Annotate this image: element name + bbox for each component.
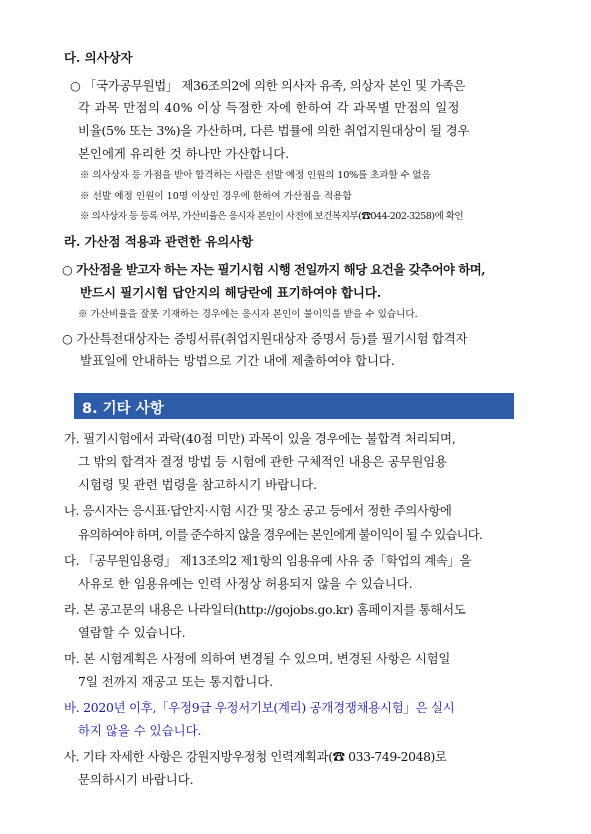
list-item-line: 가. 필기시험에서 과락(40점 미만) 과목이 있을 경우에는 불합격 처리되며,: [64, 431, 456, 446]
list-item-line: 시험령 및 관련 법령을 참고하시기 바랍니다.: [78, 477, 318, 492]
paragraph-line: 비율(5% 또는 3%)을 가산하며, 다른 법률에 의한 취업지원대상이 될 경우: [78, 123, 470, 138]
paragraph-line: ○ 가산점을 받고자 하는 자는 필기시험 시행 전일까지 해당 요건을 갖추어야 하며,: [62, 262, 486, 277]
section-header-bar: [74, 393, 514, 419]
paragraph-line: ○ 「국가공무원법」 제36조의2에 의한 의사자 유족, 의상자 본인 및 가족은: [70, 78, 466, 93]
list-item-line: 문의하시기 바랍니다.: [78, 772, 194, 787]
section-title: 8. 기타 사항: [82, 401, 164, 417]
list-item-line: 사. 기타 자세한 사항은 강원지방우정청 인력계획과(☎ 033-749-2048)로: [64, 749, 447, 764]
list-item-line: 다. 「공무원임용령」 제13조의2 제1항의 임용유예 사유 중「학업의 계속」을: [64, 553, 472, 568]
list-item-line-highlight: 바. 2020년 이후,「우정9급 우정서기보(계리) 공개경쟁채용시험」은 실시: [64, 700, 455, 715]
list-item-line-highlight: 하지 않을 수 있습니다.: [78, 723, 202, 738]
list-item-line: 사유로 한 임용유예는 인력 사정상 허용되지 않을 수 있습니다.: [78, 576, 413, 591]
paragraph-line: 각 과목 만점의 40% 이상 득점한 자에 한하여 각 과목별 만점의 일정: [78, 100, 460, 115]
paragraph-line: 반드시 필기시험 답안지의 해당란에 표기하여야 합니다.: [80, 285, 382, 300]
list-item-line: 7일 전까지 재공고 또는 통지합니다.: [78, 674, 274, 689]
note-line: ※ 선발 예정 인원이 10명 이상인 경우에 한하여 가산점을 적용함: [80, 191, 352, 202]
note-line: ※ 가산비율을 잘못 기재하는 경우에는 응시자 본인이 불이익을 받을 수 있습니다.: [78, 309, 418, 320]
list-item-line: 유의하여야 하며, 이를 준수하지 않을 경우에는 본인에게 불이익이 될 수 있습니다.: [78, 527, 483, 542]
list-item-line: 나. 응시자는 응시표·답안지·시험 시간 및 장소 공고 등에서 정한 주의사항에: [64, 503, 452, 518]
list-item-line: 마. 본 시험계획은 사정에 의하여 변경될 수 있으며, 변경된 사항은 시험일: [64, 651, 451, 666]
list-item-line: 그 밖의 합격자 결정 방법 등 시험에 관한 구체적인 내용은 공무원임용: [78, 454, 447, 469]
paragraph-line: ○ 가산특전대상자는 증빙서류(취업지원대상자 증명서 등)를 필기시험 합격자: [62, 331, 468, 346]
note-line: ※ 의사상자 등 가점을 받아 합격하는 사람은 선발 예정 인원의 10%를 초과할 수 없음: [80, 170, 431, 181]
paragraph-line: 본인에게 유리한 것 하나만 가산합니다.: [78, 146, 290, 161]
note-line: ※ 의사상자 등 등록 여부, 가산비율은 응시자 본인이 사전에 보건복지부(☎044-202-3258)에 확인: [80, 211, 464, 222]
section-heading-ra: 라. 가산점 적용과 관련한 유의사항: [64, 234, 254, 249]
paragraph-line: 발표일에 안내하는 방법으로 기간 내에 제출하여야 합니다.: [80, 353, 395, 368]
section-heading-da: 다. 의사상자: [64, 50, 133, 65]
list-item-line: 라. 본 공고문의 내용은 나라일터(http://gojobs.go.kr) 홈페이지를 통해서도: [64, 602, 466, 617]
list-item-line: 열람할 수 있습니다.: [78, 625, 186, 640]
